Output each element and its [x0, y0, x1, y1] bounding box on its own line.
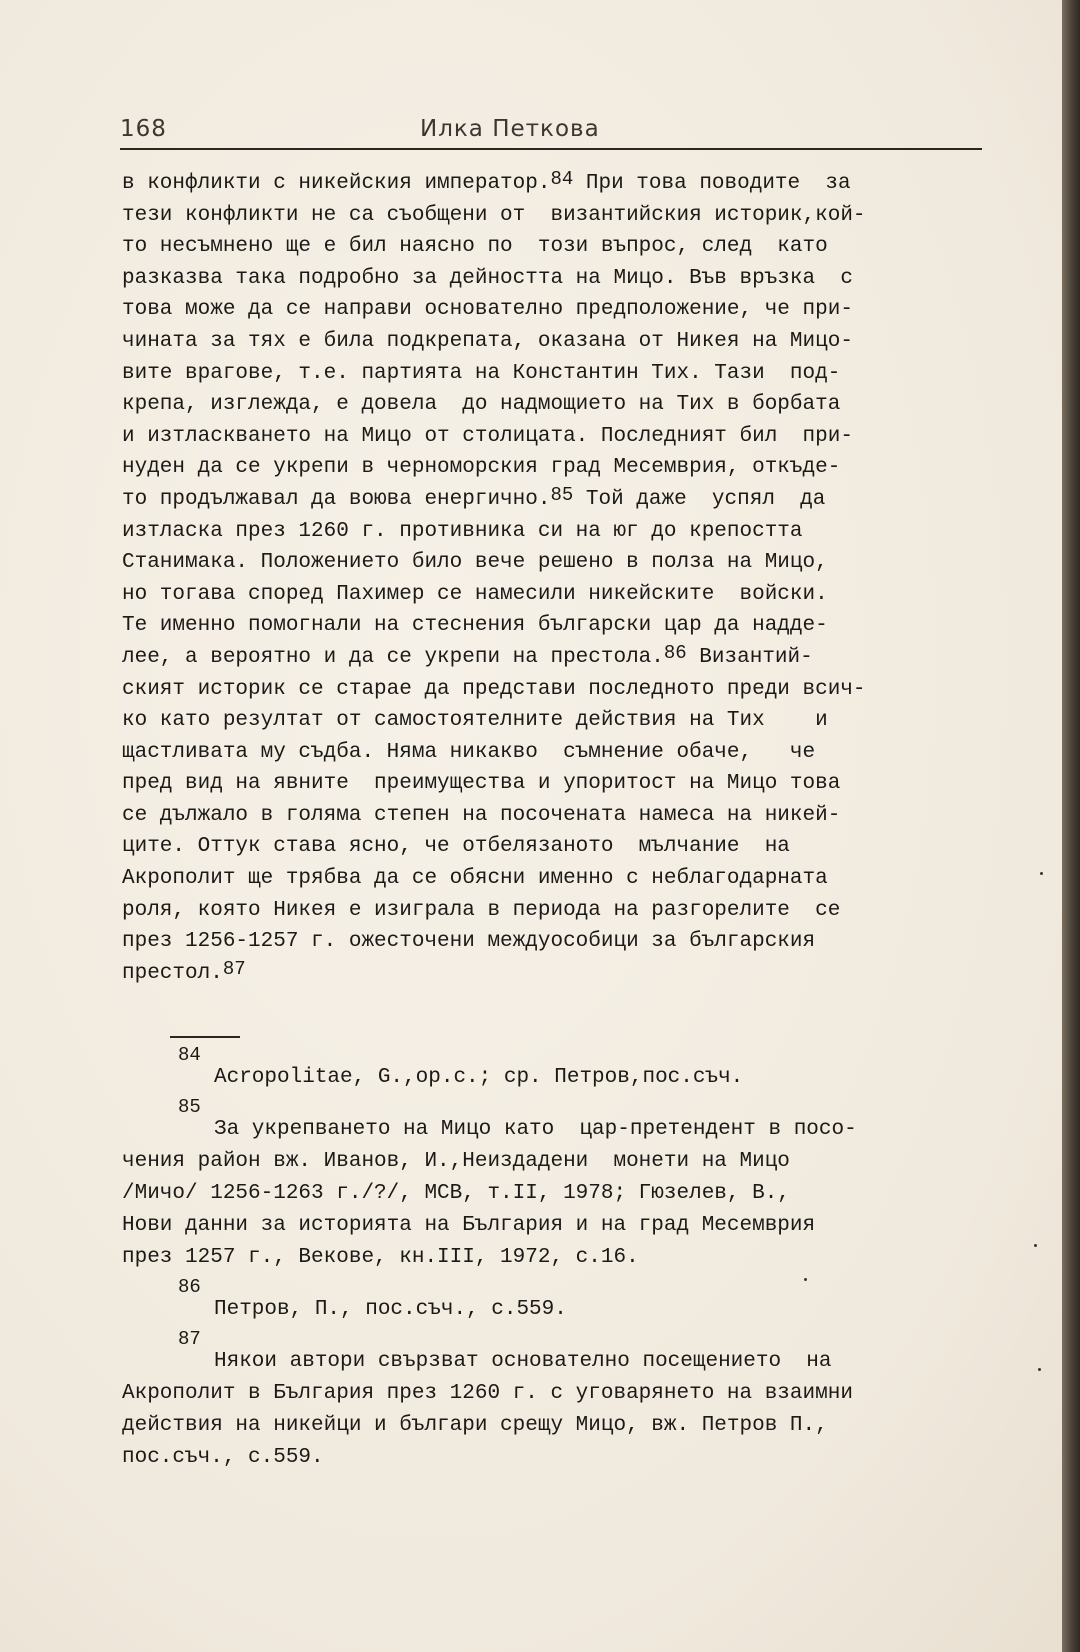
text-line-content: Те именно помогнали на стеснения български цар да надде- — [122, 614, 828, 638]
text-line-content: през 1256-1257 г. ожесточени междуособици за българския — [122, 930, 816, 954]
footnote — [122, 1330, 992, 1474]
text-line — [122, 326, 982, 358]
text-line-content: ският историк се старае да представи последното преди всич- — [122, 677, 866, 701]
scan-speck — [804, 1278, 807, 1281]
text-line-continuation: Византий- — [686, 645, 813, 669]
scan-speck — [1034, 1244, 1037, 1247]
footnote-line: За укрепването на Мицо като цар-претендент в посо- — [214, 1118, 857, 1141]
page-number: 168 — [120, 116, 167, 142]
text-line-content: то продължавал да воюва енергично. — [122, 487, 551, 511]
text-line-content: разказва така подробно за дейността на Мицо. Във връзка с — [122, 266, 853, 290]
text-line-content: ко като резултат от самостоятелните действия на Тих и — [122, 709, 828, 733]
footnotes — [122, 1046, 992, 1478]
text-line — [122, 516, 982, 548]
text-line-content: престол. — [122, 961, 223, 985]
text-line — [122, 421, 982, 453]
page-binding-edge — [1062, 0, 1080, 1652]
running-header — [120, 116, 980, 146]
text-line-content: нуден да се укрепи в черноморския град Месемврия, откъде- — [122, 456, 841, 480]
footnote-reference[interactable]: 87 — [222, 957, 246, 980]
text-line-content: се дължало в голяма степен на посочената намеса на никей- — [122, 803, 841, 827]
text-line — [122, 800, 982, 832]
running-head-author: Илка Петкова — [420, 116, 600, 142]
text-line — [122, 863, 982, 895]
text-line — [122, 200, 982, 232]
text-line — [122, 831, 982, 863]
footnote-line: Петров, П., пос.съч., с.559. — [214, 1298, 567, 1321]
scan-speck — [1038, 1368, 1041, 1371]
text-line — [122, 547, 982, 579]
text-line-content: в конфликти с никейския император. — [122, 172, 551, 195]
footnote-line: /Мичо/ 1256-1263 г./?/, МСВ, т.II, 1978; Гюзелев, В., — [122, 1182, 790, 1205]
text-line-content: тези конфликти не са съобщени от византийския историк,кой- — [122, 203, 866, 227]
footnote-line: чения район вж. Иванов, И.,Неиздадени монети на Мицо — [122, 1150, 790, 1173]
footnote-line: пос.съч., с.559. — [122, 1446, 324, 1469]
footnote-reference[interactable]: 85 — [550, 483, 574, 506]
text-line-content: Акрополит ще трябва да се обясни именно с неблагодарната — [122, 867, 828, 891]
text-line — [122, 768, 982, 800]
footnote-reference[interactable]: 86 — [663, 641, 687, 664]
footnote-line: през 1257 г., Векове, кн.III, 1972, с.16. — [122, 1246, 639, 1269]
text-line-continuation: Той даже успял да — [573, 487, 826, 511]
text-line — [122, 389, 982, 421]
text-line-content: Станимака. Положението било вече решено в полза на Мицо, — [122, 551, 828, 575]
text-line-content: но тогава според Пахимер се намесили никейските войски. — [122, 582, 828, 606]
text-line-content: лее, а вероятно и да се укрепи на престола. — [122, 645, 664, 669]
text-line-content: то несъмнено ще е бил наясно по този въпрос, след като — [122, 235, 828, 259]
text-line — [122, 263, 982, 295]
footnote-reference[interactable]: 84 — [550, 168, 574, 190]
text-line-content: изтласка през 1260 г. противника си на юг до крепостта — [122, 519, 803, 543]
text-line — [122, 642, 982, 674]
text-line — [122, 895, 982, 927]
footnote-line: Нови данни за историята на България и на град Месемврия — [122, 1214, 816, 1237]
footnote-line: Акрополит в България през 1260 г. с уговарянето на взаимни — [122, 1382, 853, 1405]
main-text — [122, 168, 982, 989]
text-line-content: вите врагове, т.е. партията на Константин Тих. Тази под- — [122, 361, 841, 385]
text-line — [122, 926, 982, 958]
text-line — [122, 737, 982, 769]
text-line — [122, 705, 982, 737]
footnote-number: 87 — [178, 1328, 201, 1350]
text-line-content: чината за тях е била подкрепата, оказана от Никея на Мицо- — [122, 329, 853, 353]
text-line — [122, 958, 982, 990]
footnote-number: 86 — [178, 1276, 201, 1298]
text-line — [122, 610, 982, 642]
text-line — [122, 294, 982, 326]
text-line — [122, 484, 982, 516]
text-line — [122, 674, 982, 706]
text-line-content: щастливата му съдба. Няма никакво съмнение обаче, че — [122, 740, 816, 764]
footnote-line: действия на никейци и българи срещу Мицо, вж. Петров П., — [122, 1414, 828, 1437]
text-line-content: пред вид на явните преимущества и упоритост на Мицо това — [122, 772, 841, 796]
footnote-line: Acropolitae, G.,op.c.; ср. Петров,пос.съч. — [214, 1066, 744, 1089]
scan-speck — [1040, 872, 1043, 875]
text-line — [122, 579, 982, 611]
footnote — [122, 1098, 992, 1274]
text-line — [122, 231, 982, 263]
text-line-content: роля, която Никея е изиграла в периода на разгорелите се — [122, 898, 841, 922]
text-line-content: това може да се направи основателно предположение, че при- — [122, 298, 853, 322]
text-line-content: крепа, изглежда, е довела до надмощието на Тих в борбата — [122, 393, 841, 417]
text-line-continuation: При това поводите за — [573, 172, 851, 195]
text-line — [122, 168, 982, 200]
footnote — [122, 1046, 992, 1094]
footnote-separator — [170, 1036, 240, 1038]
text-line — [122, 358, 982, 390]
text-line-content: ците. Оттук става ясно, че отбелязаното мълчание на — [122, 835, 790, 859]
footnote — [122, 1278, 992, 1326]
footnote-number: 84 — [178, 1044, 201, 1066]
footnote-line: Някои автори свързват основателно посещението на — [214, 1350, 832, 1373]
header-rule — [120, 148, 982, 150]
text-line — [122, 452, 982, 484]
text-line-content: и изтласкването на Мицо от столицата. Последният бил при- — [122, 424, 853, 448]
footnote-number: 85 — [178, 1096, 201, 1118]
